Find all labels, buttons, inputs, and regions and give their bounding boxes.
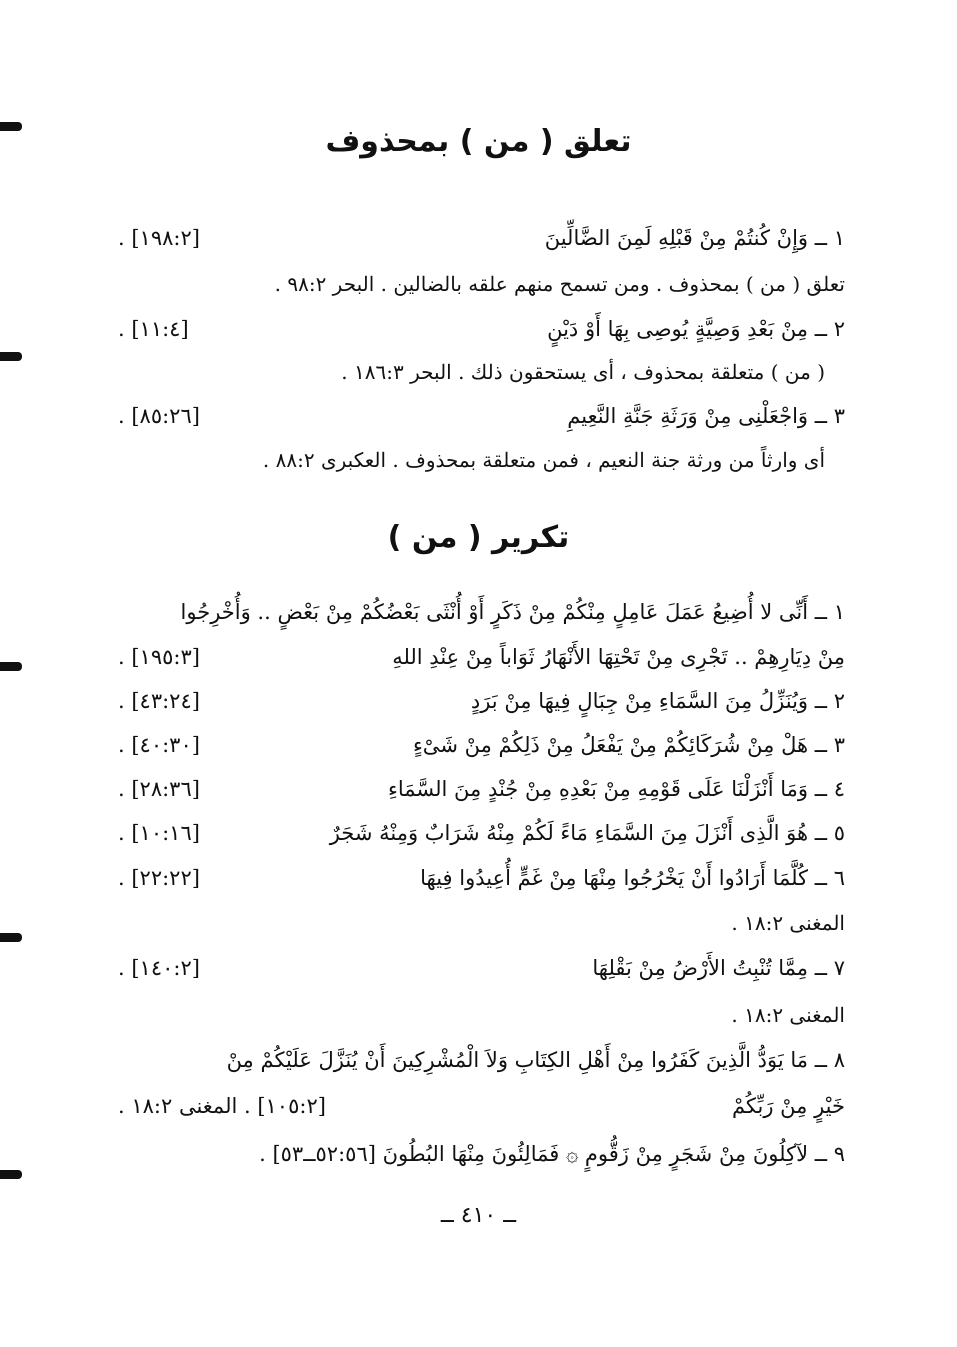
entry-line <box>118 1038 845 1082</box>
source-note <box>118 901 845 945</box>
commentary-line <box>118 350 845 394</box>
verse-reference: [١٩٨:٢] . <box>118 226 200 250</box>
verse-reference: [١٩٥:٣] . <box>118 645 200 669</box>
line-text: ٢ ــ وَيُنَزِّلُ مِنَ السَّمَاءِ مِنْ جِبَالٍ فِيهَا مِنْ بَرَدٍ <box>470 689 845 713</box>
entry-line <box>118 1132 845 1176</box>
line-text: ٣ ــ وَاجْعَلْنِى مِنْ وَرَثَةِ جَنَّةِ النَّعِيمِ <box>567 404 845 428</box>
line-text: ( من ) متعلقة بمحذوف ، أى يستحقون ذلك . البحر ١٨٦:٣ . <box>341 360 825 384</box>
margin-mark <box>0 662 22 671</box>
line-text: ٣ ــ هَلْ مِنْ شُرَكَائِكُمْ مِنْ يَفْعَلُ مِنْ ذَلِكُمْ مِنْ شَىْءٍ <box>412 733 845 757</box>
entry-line <box>118 216 845 260</box>
entry-line <box>118 590 845 634</box>
verse-reference: [٤٣:٢٤] . <box>118 689 200 713</box>
verse-reference: [١٠٥:٢] . المغنى ١٨:٢ . <box>118 1094 326 1118</box>
line-text: ٥ ــ هُوَ الَّذِى أَنْزَلَ مِنَ السَّمَاءِ مَاءً لَكُمْ مِنْهُ شَرَابٌ وَمِنْهُ شَجَرٌ <box>329 821 845 845</box>
line-text: ٦ ــ كُلَّمَا أَرَادُوا أَنْ يَخْرُجُوا مِنْهَا مِنْ غَمٍّ أُعِيدُوا فِيهَا <box>420 866 845 890</box>
page-number: ــ ٤١٠ ــ <box>440 1203 517 1228</box>
entry-line <box>118 723 845 767</box>
commentary-line <box>118 438 845 482</box>
verse-reference: [٢٨:٣٦] . <box>118 777 200 801</box>
entry-line <box>118 394 845 438</box>
entry-line <box>118 307 845 351</box>
line-text: مِنْ دِيَارِهِمْ .. تَجْرِى مِنْ تَحْتِهَا الأَنْهَارُ ثَوَاباً مِنْ عِنْدِ اللهِ <box>392 645 845 669</box>
line-text: ١ ــ وَإِنْ كُنتُمْ مِنْ قَبْلِهِ لَمِنَ الضَّالِّينَ <box>544 226 845 250</box>
verse-reference: [٤٠:٣٠] . <box>118 733 200 757</box>
margin-mark <box>0 933 22 942</box>
line-text: المغنى ١٨:٢ . <box>731 911 845 935</box>
line-text: ٢ ــ مِنْ بَعْدِ وَصِيَّةٍ يُوصِى بِهَا أَوْ دَيْنٍ <box>547 317 845 341</box>
line-text: تعلق ( من ) بمحذوف . ومن تسمح منهم علقه بالضالين . البحر ٩٨:٢ . <box>274 272 845 296</box>
source-note <box>118 993 845 1037</box>
commentary-line <box>118 262 845 306</box>
verse-reference: [١٠:١٦] . <box>118 821 200 845</box>
entry-line <box>118 946 845 990</box>
verse-reference: [١١:٤] . <box>118 317 189 341</box>
entry-line <box>118 856 845 900</box>
verse-reference: [١٤٠:٢] . <box>118 956 200 980</box>
line-text: ٧ ــ مِمَّا تُنْبِتُ الأَرْضُ مِنْ بَقْلِهَا <box>592 956 845 980</box>
margin-mark <box>0 1170 22 1179</box>
section-title: تعلق ( من ) بمحذوف <box>325 124 632 159</box>
entry-line <box>118 635 845 679</box>
line-text: المغنى ١٨:٢ . <box>731 1003 845 1027</box>
verse-reference: [٢٢:٢٢] . <box>118 866 200 890</box>
line-text: ٨ ــ مَا يَوَدُّ الَّذِينَ كَفَرُوا مِنْ أَهْلِ الكِتَابِ وَلاَ الْمُشْرِكِينَ أَنْ يُنَزَّلَ عَلَيْكُمْ مِنْ <box>226 1048 845 1072</box>
line-text: ٤ ــ وَمَا أَنْزَلْنَا عَلَى قَوْمِهِ مِنْ بَعْدِهِ مِنْ جُنْدٍ مِنَ السَّمَاءِ <box>387 777 845 801</box>
section-title: تكرير ( من ) <box>387 520 570 555</box>
line-text: ١ ــ أَنِّى لا أُضِيعُ عَمَلَ عَامِلٍ مِنْكُمْ مِنْ ذَكَرٍ أَوْ أُنْثَى بَعْضُكُمْ مِنْ بَعْضٍ .. وَأُخْرِجُوا <box>180 600 845 624</box>
line-text: خَيْرٍ مِنْ رَبِّكُمْ <box>731 1094 845 1118</box>
entry-line <box>118 767 845 811</box>
entry-line <box>118 1084 845 1128</box>
entry-line <box>118 811 845 855</box>
verse-reference: [٨٥:٢٦] . <box>118 404 200 428</box>
margin-mark <box>0 352 22 361</box>
line-text: أى وارثاً من ورثة جنة النعيم ، فمن متعلقة بمحذوف . العكبرى ٨٨:٢ . <box>262 448 825 472</box>
line-text: ٩ ــ لآكِلُونَ مِنْ شَجَرٍ مِنْ زَقُّومٍ ۞ فَمَالِئُونَ مِنْهَا البُطُونَ [٥٢:٥٦ــ٥٣] . <box>259 1142 845 1166</box>
entry-line <box>118 679 845 723</box>
